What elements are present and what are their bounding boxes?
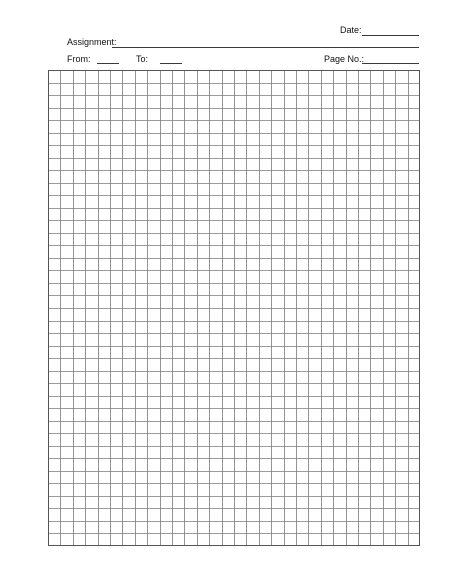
from-label: From: xyxy=(67,54,91,64)
to-field-line[interactable] xyxy=(160,63,182,64)
date-field-line[interactable] xyxy=(362,35,419,36)
page-no-field-line[interactable] xyxy=(362,63,419,64)
to-label: To: xyxy=(136,54,149,64)
assignment-label: Assignment: xyxy=(67,37,117,47)
date-label: Date: xyxy=(340,25,362,35)
grid-border xyxy=(49,71,420,546)
assignment-field-line[interactable] xyxy=(112,47,419,48)
from-field-line[interactable] xyxy=(97,63,119,64)
page-no-label: Page No.: xyxy=(324,54,365,64)
graph-grid[interactable] xyxy=(48,70,420,546)
